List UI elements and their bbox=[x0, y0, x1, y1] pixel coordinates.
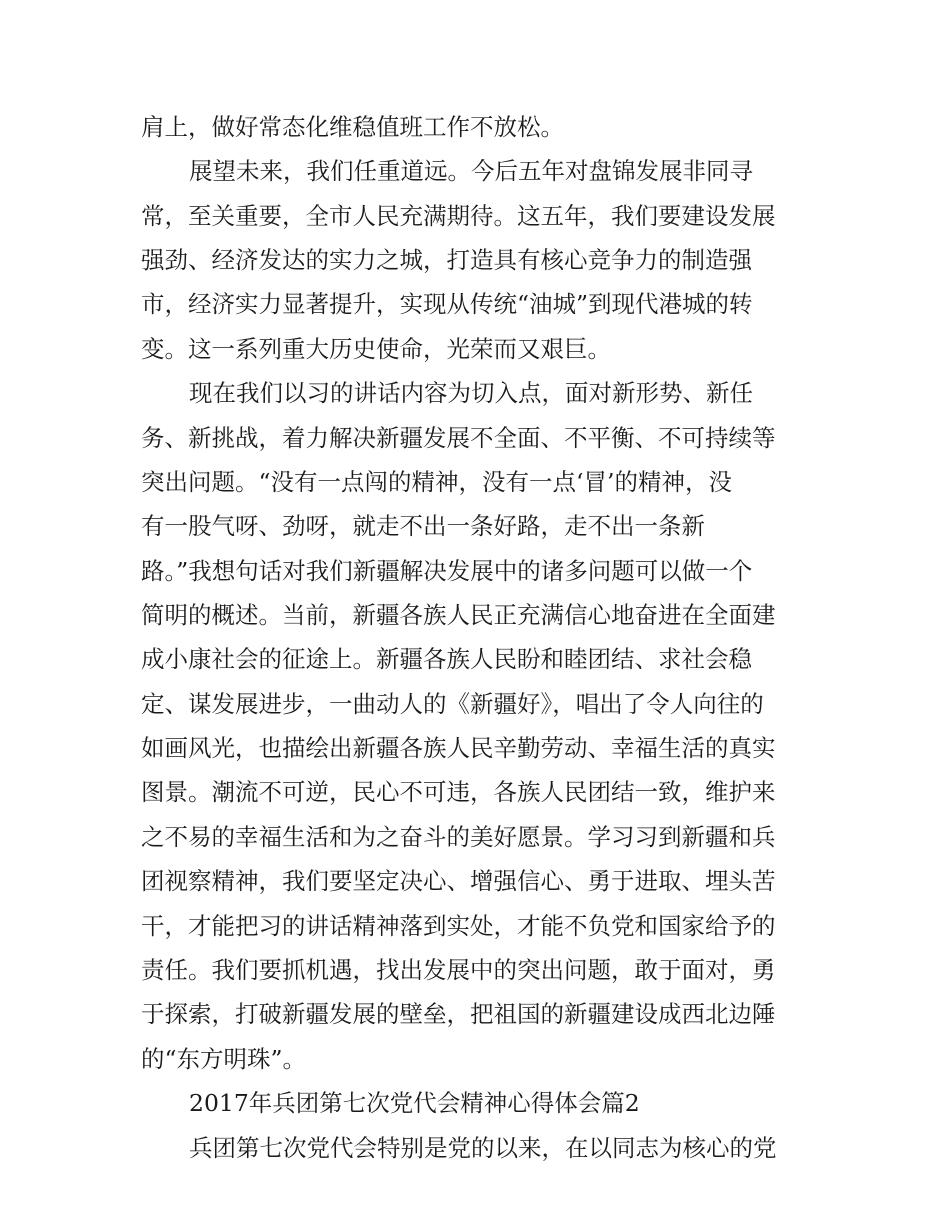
text-line: 变。这一系列重大历史使命，光荣而又艰巨。 bbox=[141, 335, 611, 363]
text-line: 的“东方明珠”。 bbox=[141, 1045, 307, 1073]
text-line: 市，经济实力显著提升，实现从传统“油城”到现代港城的转 bbox=[141, 290, 753, 318]
text-line: 强劲、经济发达的实力之城，打造具有核心竞争力的制造强 bbox=[141, 246, 752, 274]
section-heading: 2017年兵团第七次党代会精神心得体会篇2 bbox=[189, 1089, 640, 1117]
text-line: 团视察精神，我们要坚定决心、增强信心、勇于进取、埋头苦 bbox=[141, 867, 776, 895]
text-line: 责任。我们要抓机遇，找出发展中的突出问题，敢于面对，勇 bbox=[141, 956, 776, 984]
text-line: 于探索，打破新疆发展的壁垒，把祖国的新疆建设成西北边陲 bbox=[141, 1000, 776, 1028]
text-line: 肩上，做好常态化维稳值班工作不放松。 bbox=[141, 113, 564, 141]
text-line: 简明的概述。当前，新疆各族人民正充满信心地奋进在全面建 bbox=[141, 601, 776, 629]
text-line: 现在我们以习的讲话内容为切入点，面对新形势、新任 bbox=[189, 379, 753, 407]
text-line: 突出问题。“没有一点闯的精神，没有一点‘冒’的精神，没 bbox=[141, 468, 732, 496]
text-line: 如画风光，也描绘出新疆各族人民辛勤劳动、幸福生活的真实 bbox=[141, 734, 776, 762]
text-line: 定、谋发展进步，一曲动人的《新疆好》，唱出了令人向往的 bbox=[141, 690, 764, 718]
text-line: 之不易的幸福生活和为之奋斗的美好愿景。学习习到新疆和兵 bbox=[141, 823, 776, 851]
text-line: 展望未来，我们任重道远。今后五年对盘锦发展非同寻 bbox=[189, 157, 753, 185]
text-line: 路。”我想句话对我们新疆解决发展中的诸多问题可以做一个 bbox=[141, 557, 753, 585]
text-line: 有一股气呀、劲呀，就走不出一条好路，走不出一条新 bbox=[141, 512, 705, 540]
text-line: 务、新挑战，着力解决新疆发展不全面、不平衡、不可持续等 bbox=[141, 424, 776, 452]
text-line: 干，才能把习的讲话精神落到实处，才能不负党和国家给予的 bbox=[141, 912, 776, 940]
text-line: 常，至关重要，全市人民充满期待。这五年，我们要建设发展 bbox=[141, 202, 776, 230]
text-line: 成小康社会的征途上。新疆各族人民盼和睦团结、求社会稳 bbox=[141, 645, 752, 673]
text-line: 兵团第七次党代会特别是党的以来，在以同志为核心的党 bbox=[189, 1134, 777, 1162]
text-line: 图景。潮流不可逆，民心不可违，各族人民团结一致，维护来 bbox=[141, 778, 776, 806]
